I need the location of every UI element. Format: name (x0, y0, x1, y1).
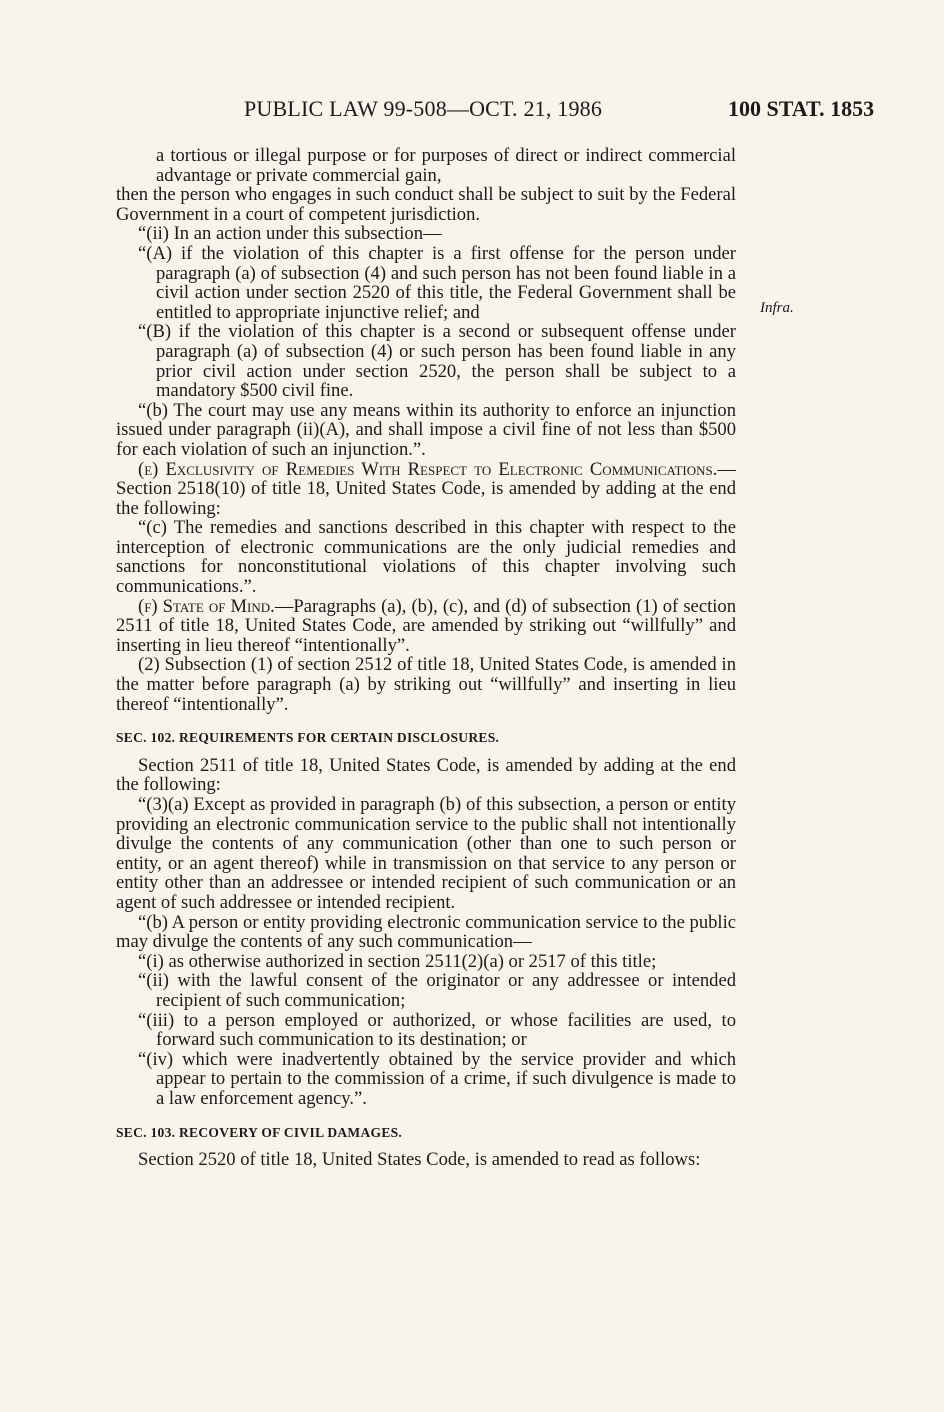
paragraph: “(iv) which were inadvertently obtained by the service provider and which appear to pertain to the commission of a crime, if such divulgence is made to a law enforcement agency.”. (138, 1048, 736, 1109)
subsection-heading: (e) Exclusivity of Remedies With Respect to Electronic Communications. (138, 458, 718, 480)
paragraph: Section 2520 of title 18, United States Code, is amended to read as follows: (138, 1149, 701, 1171)
paragraph (116, 460, 736, 519)
paragraph: “(c) The remedies and sanctions described in this chapter with respect to the interception of electronic communications are the only judicial remedies and sanctions for nonconstitutional violations of this chapter involving such communications.”. (116, 517, 736, 598)
paragraph: “(b) A person or entity providing electronic communication service to the public may divulge the contents of any such communication— (116, 911, 736, 953)
paragraph: “(i) as otherwise authorized in section 2511(2)(a) or 2517 of this title; (138, 950, 657, 972)
document-body (116, 146, 736, 1170)
paragraph: “(A) if the violation of this chapter is a first offense for the person under paragraph (a) of subsection (4) and such person has not been found liable in a civil action under section 2520 of this title, the Federal Government shall be entitled to appropriate injunctive relief; and (138, 242, 736, 323)
paragraph: “(3)(a) Except as provided in paragraph (b) of this subsection, a person or entity providing an electronic communication service to the public shall not intentionally divulge the contents of any communication (other than one to such person or entity, or an agent thereof) while in transmission on that service to any person or entity other than an addressee or intended recipient of such communication or an agent of such addressee or intended recipient. (116, 794, 736, 913)
page-header (0, 96, 944, 126)
paragraph: Section 2511 of title 18, United States Code, is amended by adding at the end the following: (116, 754, 736, 796)
subsection-heading: (f) State of Mind. (138, 595, 275, 617)
header-stat-citation: 100 STAT. 1853 (728, 96, 875, 121)
paragraph: “(ii) In an action under this subsection— (138, 223, 442, 245)
paragraph: “(b) The court may use any means within its authority to enforce an injunction issued under paragraph (ii)(A), and shall impose a civil fine of not less than $500 for each violation of such an injunction.”. (116, 399, 736, 460)
margin-note: Infra. (760, 300, 794, 316)
paragraph-text: —Paragraphs (a), (b), (c), and (d) of subsection (1) of section 2511 of title 18, United States Code, are amended by striking out “willfully” and inserting in lieu thereof “intentionally”. (116, 595, 736, 656)
paragraph: then the person who engages in such conduct shall be subject to suit by the Federal Government in a court of competent jurisdiction. (116, 184, 736, 225)
paragraph: (2) Subsection (1) of section 2512 of title 18, United States Code, is amended in the matter before paragraph (a) by striking out “willfully” and inserting in lieu thereof “intentionally”. (116, 654, 736, 715)
section-heading: SEC. 102. REQUIREMENTS FOR CERTAIN DISCLOSURES. (116, 730, 500, 746)
header-title: PUBLIC LAW 99-508—OCT. 21, 1986 (244, 96, 603, 121)
section-heading: SEC. 103. RECOVERY OF CIVIL DAMAGES. (116, 1124, 403, 1140)
paragraph-text: —Section 2518(10) of title 18, United States Code, is amended by adding at the end the following: (116, 458, 736, 519)
paragraph: a tortious or illegal purpose or for purposes of direct or indirect commercial advantage or private commercial gain, (156, 145, 736, 186)
paragraph: “(ii) with the lawful consent of the originator or any addressee or intended recipient of such communication; (138, 970, 736, 1011)
paragraph: “(B) if the violation of this chapter is a second or subsequent offense under paragraph (a) of subsection (4) or such person has been found liable in any prior civil action under section 2520, the person shall be subject to a mandatory $500 civil fine. (138, 321, 736, 402)
paragraph (116, 597, 736, 656)
paragraph: “(iii) to a person employed or authorized, or whose facilities are used, to forward such communication to its destination; or (138, 1009, 736, 1051)
